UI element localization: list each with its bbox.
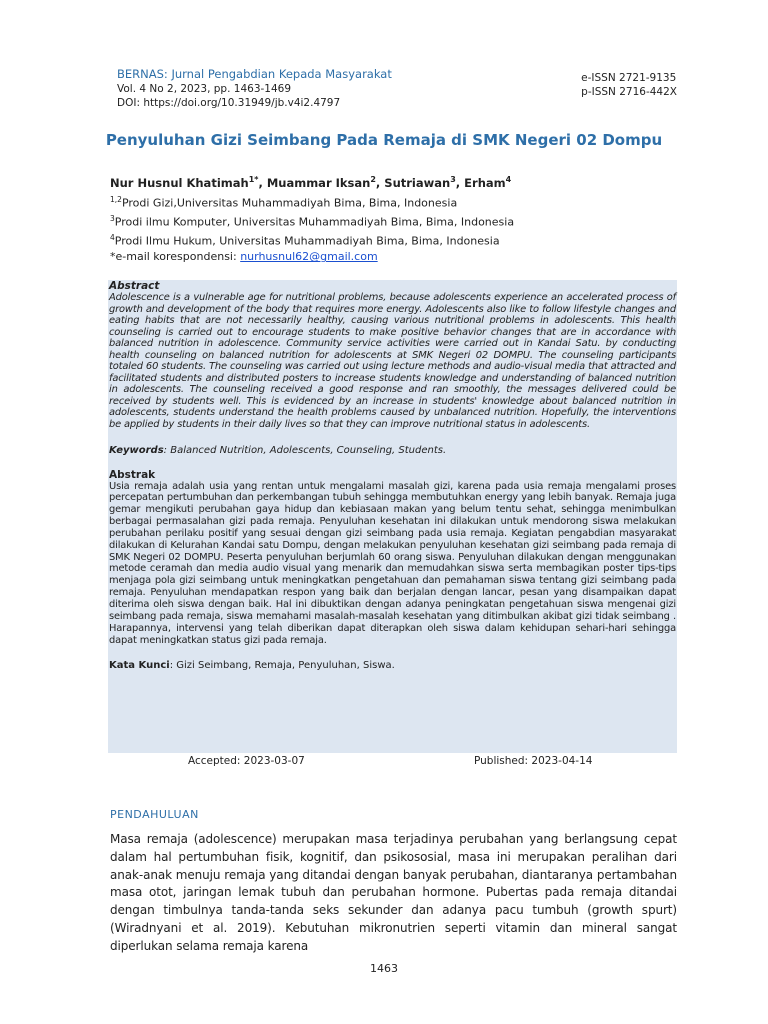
journal-header: [117, 67, 677, 110]
keywords-text: : Balanced Nutrition, Adolescents, Counseling, Students.: [163, 444, 447, 456]
paper-title: Penyuluhan Gizi Seimbang Pada Remaja di SMK Negeri 02 Dompu: [105, 131, 663, 149]
accepted-date: Accepted: 2023-03-07: [188, 755, 305, 767]
affiliation-sup: 3: [110, 214, 115, 224]
kata-kunci: [109, 660, 676, 672]
author-list: Nur Husnul Khatimah$^{1*}$, Muammar Iksan$^2$, Sutriawan$^3$, Erham$^4$: [110, 175, 512, 190]
affiliation-text: Prodi Ilmu Hukum, Universitas Muhammadiyah Bima, Bima, Indonesia: [114, 234, 500, 248]
journal-doi[interactable]: DOI: https://doi.org/10.31949/jb.v4i2.4797: [117, 97, 341, 109]
affiliation-list: [110, 192, 514, 265]
author-sup: 1*: [248, 175, 259, 184]
author-name: Muammar Iksan: [266, 175, 371, 190]
abstrak-heading: Abstrak: [109, 468, 156, 481]
affiliation-item: [110, 192, 514, 211]
author-name: Nur Husnul Khatimah: [110, 175, 249, 190]
section-heading: PENDAHULUAN: [110, 808, 199, 821]
kata-kunci-label: Kata Kunci: [109, 660, 170, 672]
abstrak-text: Usia remaja adalah usia yang rentan untuk mengalami masalah gizi, karena pada usia remaja mengalami proses percepatan pertumbuhan dan perkembangan tubuh sehingga membutuhkan energy yang lebih banyak. Remaja juga gemar mengikuti perubahan gaya hidup dan kebiasaan makan yang belum tentu sehat, sehingga menimbulkan berbagai permasalahan gizi pada remaja. Penyuluhan kesehatan ini dilakukan untuk mendorong siswa melakukan perubahan perilaku positif yang sesuai dengan gizi seimbang pada usia remaja. Kegiatan pengabdian masyarakat dilakukan di Kelurahan Kandai satu Dompu, dengan melakukan penyuluhan kesehatan gizi seimbang pada remaja di SMK Negeri 02 DOMPU. Peserta penyuluhan berjumlah 60 orang siswa. Penyuluhan dilakukan dengan menggunakan metode ceramah dan media audio visual yang menarik dan memudahkan siswa serta membagikan poster tips-tips menjaga pola gizi seimbang untuk meningkatkan pengetahuan dan pemahaman siswa tentang gizi seimbang pada remaja. Penyuluhan mendapatkan respon yang baik dan berjalan dengan lancar, pesan yang disampaikan dapat diterima oleh siswa dengan baik. Hal ini dibuktikan dengan adanya peningkatan pengetahuan siswa mengenai gizi seimbang pada remaja, siswa memahami masalah-masalah kesehatan yang ditimbulkan akibat gizi tidak seimbang . Harapannya, intervensi yang telah diberikan dapat diterapkan oleh siswa dalam kehidupan sehari-hari sehingga dapat meningkatkan status gizi pada remaja.: [109, 480, 676, 646]
affiliation-text: Prodi Gizi,Universitas Muhammadiyah Bima, Bima, Indonesia: [121, 196, 458, 210]
keywords-label: Keywords: [109, 444, 164, 456]
e-issn: e-ISSN 2721-9135: [581, 72, 677, 84]
journal-volume: Vol. 4 No 2, 2023, pp. 1463-1469: [117, 83, 292, 95]
author-sup: 2: [370, 175, 376, 184]
email-link[interactable]: nurhusnul62@gmail.com: [240, 250, 378, 264]
email-label: *e-mail korespondensi:: [110, 250, 241, 264]
abstract-box: [108, 280, 677, 753]
abstract-heading: Abstract: [109, 280, 160, 292]
author-name: Erham: [464, 175, 506, 190]
author-sup: 4: [505, 175, 512, 184]
affiliation-item: [110, 230, 514, 249]
affiliation-sup: 1,2: [110, 195, 122, 204]
published-date: Published: 2023-04-14: [474, 755, 593, 767]
journal-name: BERNAS: Jurnal Pengabdian Kepada Masyarakat: [117, 67, 392, 81]
abstract-text: Adolescence is a vulnerable age for nutritional problems, because adolescents experience an accelerated process of growth and development of the body that requires more energy. Adolescents also like to follow lifestyle changes and eating habits that are not necessarily healthy, causing various nutritional problems in adolescents. This health counseling is carried out to encourage students to make positive behavior changes that are in accordance with balanced nutrition in adolescence. Community service activities were carried out in Kandai Satu. by conducting health counseling on balanced nutrition for adolescents at SMK Negeri 02 DOMPU. The counseling participants totaled 60 students. The counseling was carried out using lecture methods and audio-visual media that attracted and facilitated students and distributed posters to increase students knowledge and understanding of balanced nutrition in adolescents. The counseling received a good response and ran smoothly, the messages delivered could be received by students well. This is evidenced by an increase in students' knowledge about balanced nutrition in adolescents, students understand the health problems caused by unbalanced nutrition. Hopefully, the interventions be applied by students in their daily lives so that they can improve nutritional status in adolescents.: [109, 292, 676, 431]
p-issn: p-ISSN 2716-442X: [581, 86, 677, 98]
correspondence-email: [110, 249, 514, 265]
keywords: [109, 445, 676, 457]
issn-block: [581, 71, 677, 99]
kata-kunci-text: : Gizi Seimbang, Remaja, Penyuluhan, Siswa.: [169, 660, 395, 672]
section-body: Masa remaja (adolescence) merupakan masa terjadinya perubahan yang berlangsung cepat dalam hal pertumbuhan fisik, kognitif, dan psikososial, masa ini merupakan peralihan dari anak-anak menuju remaja yang ditandai dengan banyak perubahan, diantaranya pertambahan masa otot, jaringan lemak tubuh dan perubahan hormone. Pubertas pada remaja ditandai dengan timbulnya tanda-tanda seks sekunder dan adanya pacu tumbuh (growth spurt)(Wiradnyani et al. 2019). Kebutuhan mikronutrien seperti vitamin dan mineral sangat diperlukan selama remaja karena: [110, 832, 677, 953]
affiliation-text: Prodi ilmu Komputer, Universitas Muhammadiyah Bima, Bima, Indonesia: [114, 215, 515, 229]
author-sup: 3: [450, 175, 456, 184]
author-name: Sutriawan: [384, 175, 451, 190]
affiliation-item: [110, 211, 514, 230]
affiliation-sup: 4: [110, 233, 115, 243]
page-number: 1463: [370, 962, 398, 975]
